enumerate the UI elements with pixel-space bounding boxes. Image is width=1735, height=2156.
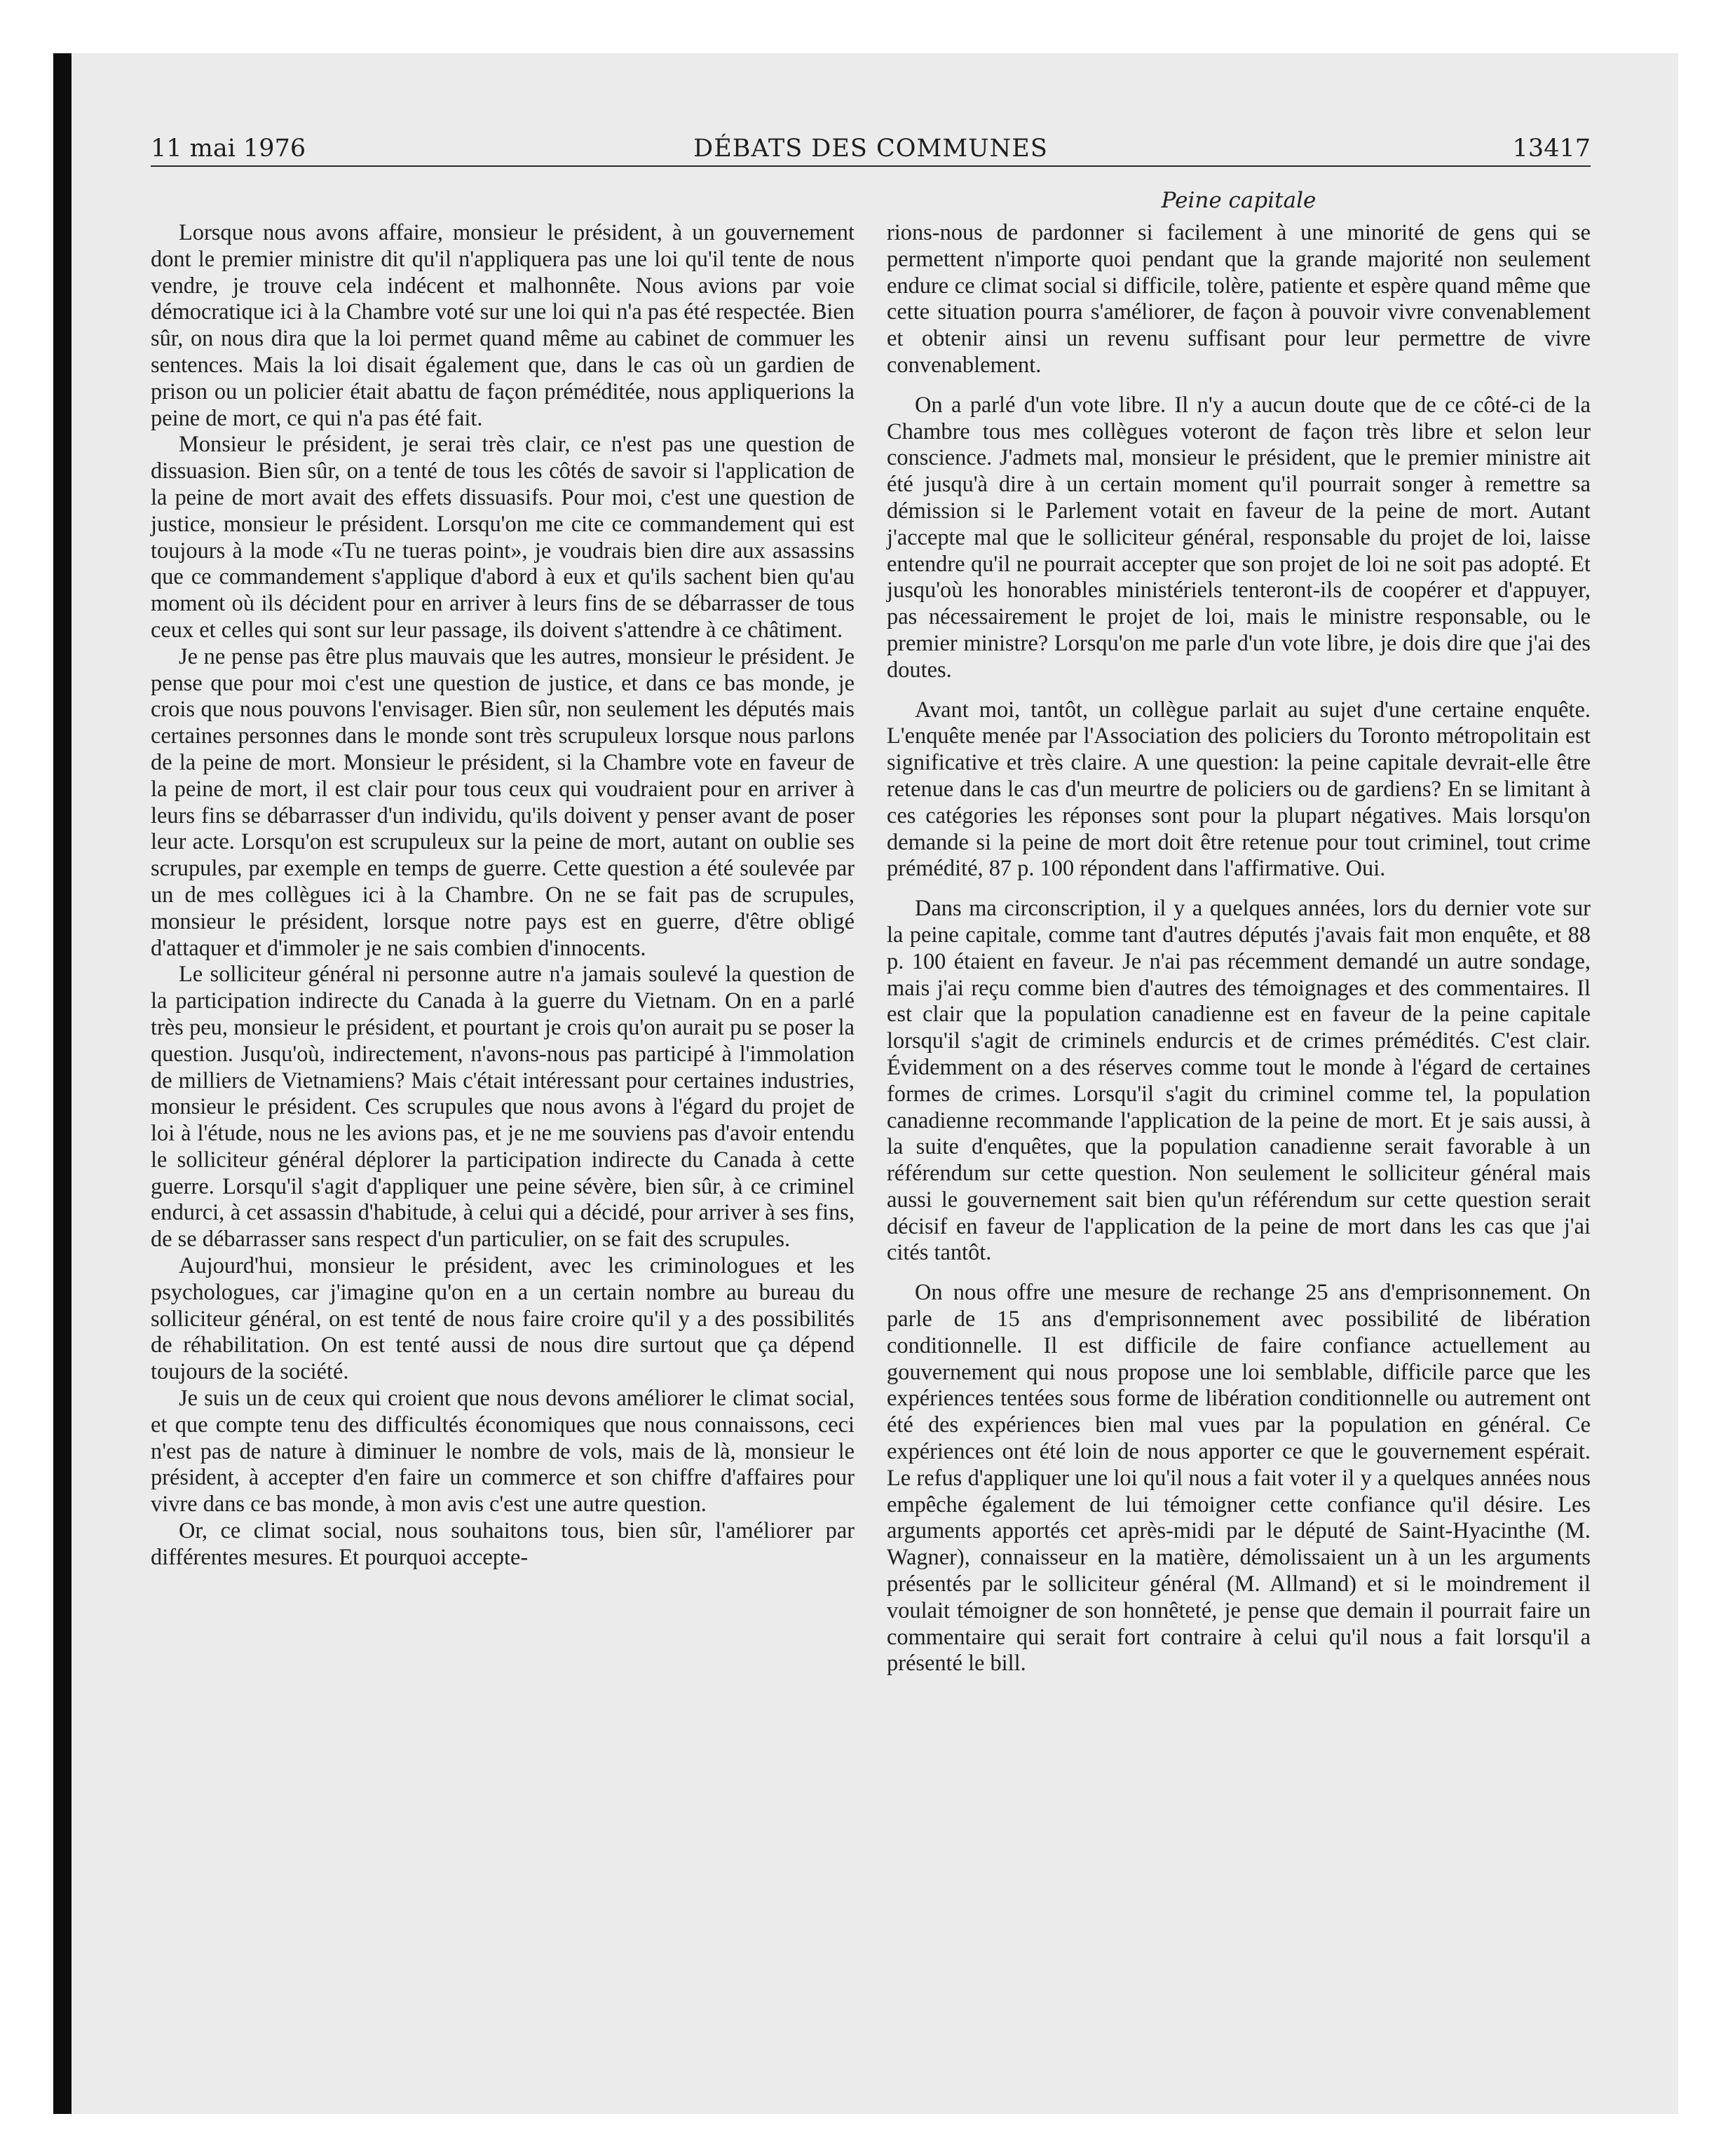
page-number: 13417	[1512, 135, 1591, 163]
left-column	[151, 220, 855, 1571]
paragraph: Dans ma circonscription, il y a quelques années, lors du dernier vote sur la peine capitale, comme tant d'autres députés j'avais fait mon enquête, et 88 p. 100 étaient en faveur. Je n'ai pas récemment demandé un autre sondage, mais j'ai reçu comme bien d'autres des témoignages et des commentaires. Il est clair que la population canadienne est en faveur de la peine capitale lorsqu'il s'agit de criminels endurcis et de crimes prémédités. C'est clair. Évidemment on a des réserves comme tout le monde à l'égard de certaines formes de crimes. Lorsqu'il s'agit du criminel comme tel, la population canadienne recommande l'application de la peine de mort. Et je sais aussi, à la suite d'enquêtes, que la population canadienne serait favorable à un référendum sur cette question. Non seulement le solliciteur général mais aussi le gouvernement sait bien qu'un référendum sur cette question serait décisif en faveur de l'application de la peine de mort dans les cas que j'ai cités tantôt.	[887, 896, 1591, 1266]
page-header	[151, 129, 1591, 168]
section-title: Peine capitale	[1161, 188, 1316, 213]
paragraph: Monsieur le président, je serai très clair, ce n'est pas une question de dissuasion. Bien sûr, on a tenté de tous les côtés de savoir si l'application de la peine de mort avait des effets dissuasifs. Pour moi, c'est une question de justice, monsieur le président. Lorsqu'on me cite ce commandement qui est toujours à la mode «Tu ne tueras point», je voudrais bien dire aux assassins que ce commandement s'applique d'abord à eux et qu'ils sachent bien qu'au moment où ils décident pour en arriver à leurs fins de se débarrasser de tous ceux et celles qui sont sur leur passage, ils doivent s'attendre à ce châtiment.	[151, 432, 855, 643]
paragraph: Je suis un de ceux qui croient que nous devons améliorer le climat social, et que compte tenu des difficultés économiques que nous connaissons, ceci n'est pas de nature à diminuer le nombre de vols, mais de là, monsieur le président, à accepter d'en faire un commerce et son chiffre d'affaires pour vivre dans ce bas monde, à mon avis c'est une autre question.	[151, 1386, 855, 1517]
paragraph: Le solliciteur général ni personne autre n'a jamais soulevé la question de la participation indirecte du Canada à la guerre du Vietnam. On en a parlé très peu, monsieur le président, et pourtant je crois qu'on aurait pu se poser la question. Jusqu'où, indirectement, n'avons-nous pas participé à l'immolation de milliers de Vietnamiens? Mais c'était intéressant pour certaines industries, monsieur le président. Ces scrupules que nous avons à l'égard du projet de loi à l'étude, nous ne les avions pas, et je ne me souviens pas d'avoir entendu le solliciteur général déplorer la participation indirecte du Canada à cette guerre. Lorsqu'il s'agit d'appliquer une peine sévère, bien sûr, à ce criminel endurci, à cet assassin d'habitude, à celui qui a décidé, pour arriver à ses fins, de se débarrasser sans respect d'un particulier, on se fait des scrupules.	[151, 962, 855, 1253]
header-title: DÉBATS DES COMMUNES	[693, 135, 1048, 163]
paragraph: rions-nous de pardonner si facilement à une minorité de gens qui se permettent n'importe quoi pendant que la grande majorité non seulement endure ce climat social si difficile, tolère, patiente et espère quand même que cette situation pourra s'améliorer, de façon à pouvoir vivre convenablement et obtenir ainsi un revenu suffisant pour leur permettre de vivre convenablement.	[887, 220, 1591, 378]
header-date: 11 mai 1976	[151, 135, 306, 163]
paragraph: On nous offre une mesure de rechange 25 ans d'emprisonnement. On parle de 15 ans d'emprisonnement avec possibilité de libération conditionnelle. Il est difficile de faire confiance actuellement au gouvernement qui nous propose une loi semblable, difficile parce que les expériences tentées sous forme de libération conditionnelle ou autrement ont été des expériences bien mal vues par la population en général. Ce expériences ont été loin de nous apporter ce que le gouvernement espérait. Le refus d'appliquer une loi qu'il nous a fait voter il y a quelques années nous empêche également de lui témoigner cette confiance qu'il désire. Les arguments apportés cet après-midi par le député de Saint-Hyacinthe (M. Wagner), connaisseur en la matière, démolissaient un à un les arguments présentés par le solliciteur général (M. Allmand) et si le moindrement il voulait témoigner de son honnêteté, je pense que demain il pourrait faire un commentaire qui serait fort contraire à celui qu'il nous a fait lorsqu'il a présenté le bill.	[887, 1280, 1591, 1677]
header-rule	[151, 165, 1591, 167]
paragraph: Avant moi, tantôt, un collègue parlait au sujet d'une certaine enquête. L'enquête menée par l'Association des policiers du Toronto métropolitain est significative et très claire. A une question: la peine capitale devrait-elle être retenue dans le cas d'un meurtre de policiers ou de gardiens? En se limitant à ces catégories les réponses sont pour la plupart négatives. Mais lorsqu'on demande si la peine de mort doit être retenue pour tout criminel, tout crime prémédité, 87 p. 100 répondent dans l'affirmative. Oui.	[887, 697, 1591, 882]
scan-edge-bar	[53, 53, 72, 2114]
paragraph: Aujourd'hui, monsieur le président, avec les criminologues et les psychologues, car j'imagine qu'on en a un certain nombre au bureau du solliciteur général, on est tenté de nous faire croire qu'il y a des possibilités de réhabilitation. On est tenté aussi de nous dire surtout que ça dépend toujours de la société.	[151, 1253, 855, 1385]
paragraph: Or, ce climat social, nous souhaitons tous, bien sûr, l'améliorer par différentes mesures. Et pourquoi accepte-	[151, 1518, 855, 1570]
paragraph: On a parlé d'un vote libre. Il n'y a aucun doute que de ce côté-ci de la Chambre tous mes collègues voteront de façon très libre et selon leur conscience. J'admets mal, monsieur le président, que le premier ministre ait été jusqu'à dire à un certain moment qu'il pourrait songer à remettre sa démission si le Parlement votait en faveur de la peine de mort. Autant j'accepte mal que le solliciteur général, responsable du projet de loi, laisse entendre qu'il ne pourrait accepter que son projet de loi ne soit pas adopté. Et jusqu'où les honorables ministériels tenteront-ils de coopérer et d'appuyer, pas nécessairement le projet de loi, mais le ministre responsable, ou le premier ministre? Lorsqu'on me parle d'un vote libre, je dois dire que j'ai des doutes.	[887, 392, 1591, 683]
paragraph: Je ne pense pas être plus mauvais que les autres, monsieur le président. Je pense que pour moi c'est une question de justice, et dans ce bas monde, je crois que nous pouvons l'envisager. Bien sûr, non seulement les députés mais certaines personnes dans le monde sont très scrupuleux lorsque nous parlons de la peine de mort. Monsieur le président, si la Chambre vote en faveur de la peine de mort, il est clair pour tous ceux qui voudraient pour en arriver à leurs fins se débarrasser d'un individu, qu'ils doivent y penser avant de poser leur acte. Lorsqu'on est scrupuleux sur la peine de mort, autant on oublie ses scrupules, par exemple en temps de guerre. Cette question a été soulevée par un de mes collègues ici à la Chambre. On ne se fait pas de scrupules, monsieur le président, lorsque notre pays est en guerre, d'être obligé d'attaquer et d'immoler je ne sais combien d'innocents.	[151, 643, 855, 961]
paragraph: Lorsque nous avons affaire, monsieur le président, à un gouvernement dont le premier ministre dit qu'il n'appliquera pas une loi qu'il tente de nous vendre, je trouve cela indécent et malhonnête. Nous avions par voie démocratique ici à la Chambre voté sur une loi qui n'a pas été respectée. Bien sûr, on nous dira que la loi permet quand même au cabinet de commuer les sentences. Mais la loi disait également que, dans le cas où un gardien de prison ou un policier était abattu de façon préméditée, nous appliquerions la peine de mort, ce qui n'a pas été fait.	[151, 220, 855, 431]
right-column	[887, 220, 1591, 1691]
